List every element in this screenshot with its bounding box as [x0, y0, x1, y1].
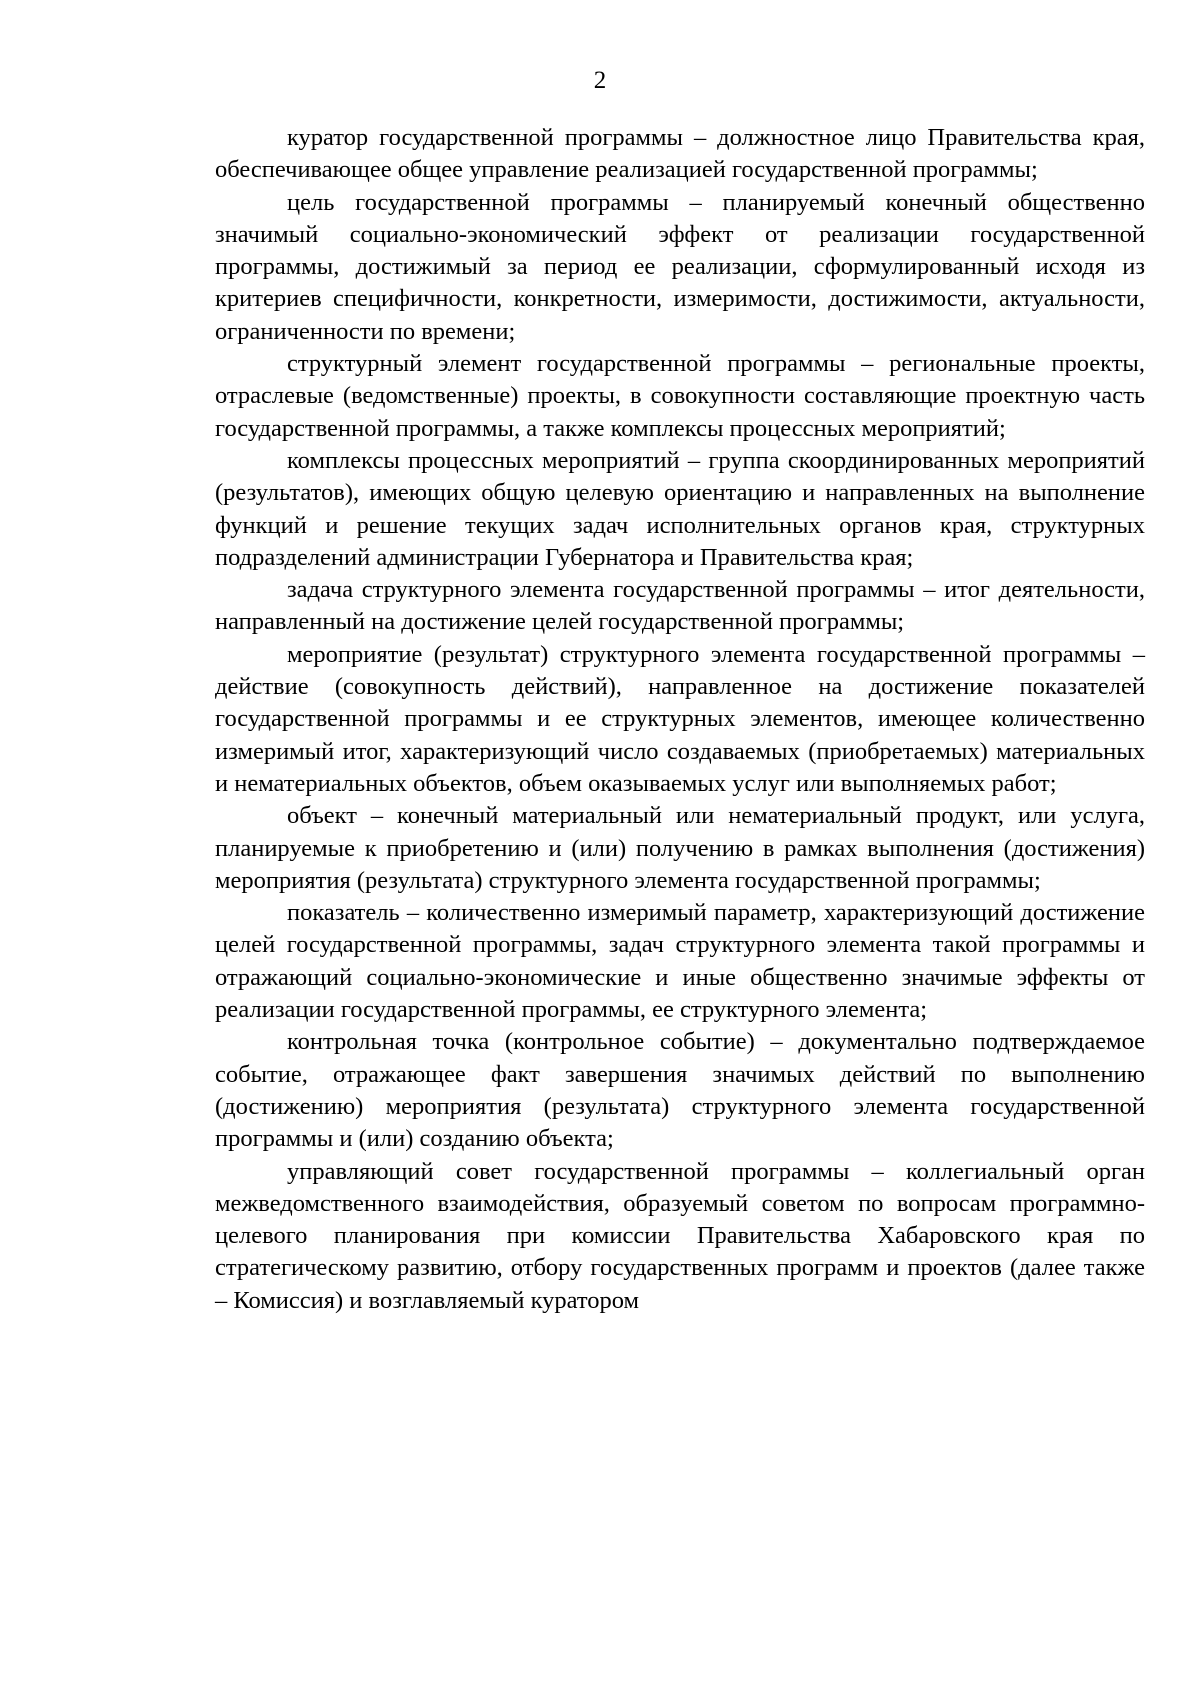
document-body: [215, 122, 1145, 1317]
paragraph-process-complexes: комплексы процессных мероприятий – группа скоординированных мероприятий (результатов), имеющих общую целевую ориентацию и направленных на выполнение функций и решение текущих задач исполнительных органов края, структурных подразделений администрации Губернатора и Правительства края;: [215, 446, 1145, 571]
page-number: 2: [593, 67, 607, 94]
paragraph-task: задача структурного элемента государственной программы – итог деятельности, направленный на достижение целей государственной программы;: [215, 576, 1145, 636]
paragraph-control-point: контрольная точка (контрольное событие) – документально подтверждаемое событие, отражающее факт завершения значимых действий по выполнению (достижению) мероприятия (результата) структурного элемента государственной программы и (или) созданию объекта;: [215, 1028, 1145, 1153]
paragraph-structural-element: структурный элемент государственной программы – региональные проекты, отраслевые (ведомственные) проекты, в совокупности составляющие проектную часть государственной программы, а также комплексы процессных мероприятий;: [215, 350, 1145, 442]
paragraph-indicator: показатель – количественно измеримый параметр, характеризующий достижение целей государственной программы, задач структурного элемента такой программы и отражающий социально-экономические и иные общественно значимые эффекты от реализации государственной программы, ее структурного элемента;: [215, 899, 1145, 1024]
paragraph-measure: мероприятие (результат) структурного элемента государственной программы – действие (совокупность действий), направленное на достижение показателей государственной программы и ее структурных элементов, имеющее количественно измеримый итог, характеризующий число создаваемых (приобретаемых) материальных и нематериальных объектов, объем оказываемых услуг или выполняемых работ;: [215, 640, 1145, 797]
paragraph-governing-council: управляющий совет государственной программы – коллегиальный орган межведомственного взаимодействия, образуемый советом по вопросам программно-целевого планирования при комиссии Правительства Хабаровского края по стратегическому развитию, отбору государственных программ и проектов (далее также – Комиссия) и возглавляемый куратором: [215, 1157, 1145, 1314]
paragraph-goal: цель государственной программы – планируемый конечный общественно значимый социально-экономический эффект от реализации государственной программы, достижимый за период ее реализации, сформулированный исходя из критериев специфичности, конкретности, измеримости, достижимости, актуальности, ограниченности по времени;: [215, 188, 1145, 345]
paragraph-object: объект – конечный материальный или нематериальный продукт, или услуга, планируемые к приобретению и (или) получению в рамках выполнения (достижения) мероприятия (результата) структурного элемента государственной программы;: [215, 802, 1145, 894]
paragraph-curator: куратор государственной программы – должностное лицо Правительства края, обеспечивающее общее управление реализацией государственной программы;: [215, 124, 1145, 184]
